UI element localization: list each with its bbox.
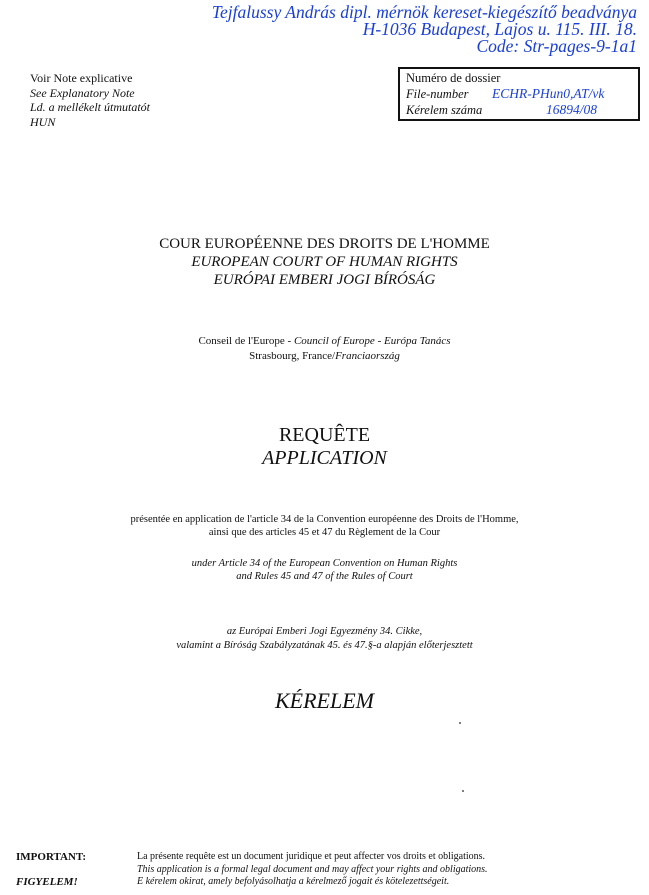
presented-en-line1: under Article 34 of the European Convention on Human Rights [191, 558, 458, 569]
presented-hu-line2: valamint a Bíróság Szabályzatának 45. és 47.§-a alapján előterjesztett [176, 640, 473, 651]
note-en: See Explanatory Note [30, 85, 135, 100]
council-line [0, 334, 649, 349]
court-name-fr: COUR EUROPÉENNE DES DROITS DE L'HOMME [159, 236, 490, 252]
court-name-en: EUROPEAN COURT OF HUMAN RIGHTS [191, 254, 458, 270]
file-number-box [398, 67, 640, 121]
footer-text-hu: E kérelem okirat, amely befolyásolhatja a kérelmező jogait és kötelezettségeit. [137, 876, 450, 887]
file-number-label-fr: Numéro de dossier [406, 71, 501, 85]
footer-text-en: This application is a formal legal document and may affect your rights and obligations. [137, 863, 488, 875]
application-number-label-hu: Kérelem száma [406, 103, 483, 117]
city-hu: Franciaország [335, 349, 400, 362]
note-hu: Ld. a mellékelt útmutatót [30, 100, 150, 114]
file-number-value: ECHR-PHun0,AT/vk [492, 86, 605, 101]
scan-speck [462, 790, 464, 792]
note-fr: Voir Note explicative [30, 71, 133, 85]
presented-en [0, 557, 649, 583]
court-name-hu: EURÓPAI EMBERI JOGI BÍRÓSÁG [213, 272, 436, 288]
title-fr: REQUÊTE [278, 424, 371, 446]
footer-figyelem-label: FIGYELEM! [16, 876, 78, 888]
footer-text [137, 851, 488, 889]
application-number-row [406, 102, 638, 118]
kerelem-title: KÉRELEM [275, 688, 374, 713]
council-of-europe [0, 334, 649, 363]
presented-hu-line1: az Európai Emberi Jogi Egyezmény 34. Cikke, [226, 626, 423, 637]
application-number-value: 16894/08 [546, 102, 598, 117]
presented-fr-line1: présentée en application de l'article 34 de la Convention européenne des Droits de l'Homme, [130, 514, 519, 525]
presented-fr [0, 513, 649, 539]
file-number-label-en: File-number [406, 87, 469, 101]
document-title [0, 424, 649, 470]
footer-important-label: IMPORTANT: [16, 851, 87, 863]
scan-speck [459, 722, 461, 724]
header-annotation [212, 4, 637, 55]
presented-hu [0, 625, 649, 653]
explanatory-note-block [30, 71, 150, 129]
council-en: Council of Europe [293, 335, 375, 347]
city: Strasbourg, France/ [249, 349, 336, 362]
court-name [0, 235, 649, 289]
annotation-line-code: Code: Str-pages-9-1a1 [476, 36, 637, 56]
city-line [0, 349, 649, 364]
annotation-line-author: Tejfalussy András dipl. mérnök kereset-kiegészítő beadványa [211, 2, 637, 22]
council-sep-1: - [284, 335, 294, 347]
file-number-row [406, 86, 638, 102]
presented-en-line2: and Rules 45 and 47 of the Rules of Court [236, 571, 413, 582]
presented-fr-line2: ainsi que des articles 45 et 47 du Règlement de la Cour [208, 527, 441, 538]
annotation-line-address: H-1036 Budapest, Lajos u. 115. III. 18. [362, 19, 637, 39]
title-en: APPLICATION [262, 447, 387, 469]
footer-text-fr: La présente requête est un document juridique et peut affecter vos droits et obligations. [137, 851, 486, 862]
council-fr: Conseil de l'Europe [198, 335, 285, 347]
council-hu: Európa Tanács [384, 335, 451, 347]
council-sep-2: - [374, 335, 384, 347]
note-lang: HUN [30, 114, 56, 129]
